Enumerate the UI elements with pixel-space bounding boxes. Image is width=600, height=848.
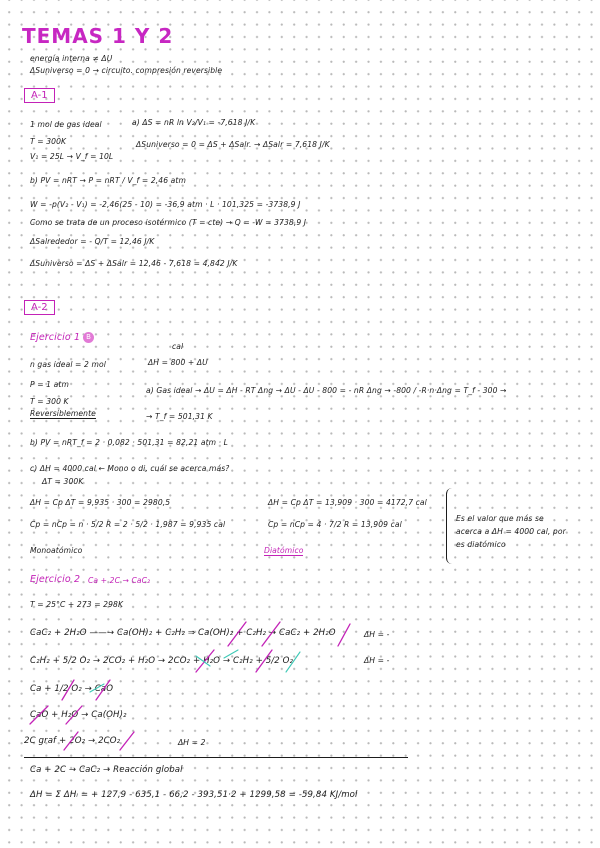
strike-mark: [228, 622, 246, 646]
page-title: TEMAS 1 Y 2: [22, 24, 174, 48]
a2-c-line: c) ΔH = 4000 cal ← Mono o di, cuál se acerca más?: [30, 464, 230, 473]
strike-mark: [196, 650, 214, 672]
strike-mark: [96, 680, 110, 700]
reaction-1-enthalpy: ΔH = -: [364, 630, 390, 639]
a1-data-mol: 1 mol de gas ideal: [30, 120, 102, 129]
reaction-2: C₂H₂ + 5/2 O₂ → 2CO₂ + H₂O → 2CO₂ + H₂O → C₂H₂ + 5/2 O₂: [30, 656, 294, 666]
strike-mark: [66, 706, 82, 724]
reaction-4: CaO + H₂O → Ca(OH)₂: [30, 710, 127, 720]
a2-a-line: a) Gas ideal → ΔU = ΔH - RT Δng → ΔU - ΔU - 800 = - nR Δng → -800 / -R·n·Δng = T_f - 300 →: [146, 386, 507, 395]
cal-note: cal: [172, 342, 184, 351]
final-enthalpy: ΔH = Σ ΔHᵢ = + 127,9 - 635,1 - 66,2 - 393,51·2 + 1299,58 = -59,84 KJ/mol: [30, 790, 358, 800]
di-cp: Cp = nCp = 4 · 7/2 R = 13,909 cal: [268, 520, 402, 529]
a2-a-result: → T_f = 501,31 K: [146, 412, 213, 421]
reaction-5-enthalpy: ΔH = 2: [178, 738, 206, 747]
reaction-2-enthalpy: ΔH = -: [364, 656, 390, 665]
a2-c-delta-t: ΔT = 300K: [42, 477, 84, 486]
intro-line-2: ΔSuniverso = 0 → circuito. compresión reversible: [30, 66, 223, 75]
mono-cp: Cp = nCp = n · 5/2 R = 2 · 5/2 · 1,987 = 9,935 cal: [30, 520, 226, 529]
mono-label: Monoatómico: [30, 546, 83, 555]
a1-a-line-2: ΔSuniverso = 0 = ΔS + ΔSalr. → ΔSalr = 7,618 J/K: [136, 140, 330, 149]
a1-a-line-1: a) ΔS = nR ln V₂/V₁ = -7,618 J/K: [132, 118, 256, 127]
a2-data-reversible: Reversiblemente: [30, 409, 96, 418]
di-enthalpy: ΔH = Cp ΔT = 13,909 · 300 = 4172,7 cal: [268, 498, 427, 507]
strike-mark: [286, 652, 300, 672]
strike-mark: [224, 650, 238, 658]
strike-mark: [64, 732, 78, 750]
a1-work-line: W = -p(V₂ - V₁) = -2,46(25 - 10) = -36,9 atm · L · 101,325 = -3738,9 J: [30, 200, 301, 209]
di-label: Diatómico: [264, 546, 304, 555]
intro-line-1: energía interna ≠ ΔU: [30, 54, 113, 63]
a1-data-temp: T = 300K: [30, 137, 67, 146]
reaction-5: 2C graf + 2O₂ → 2CO₂: [24, 736, 121, 746]
a2-b-line: b) PV = nRT_f = 2 · 0,082 · 501,31 = 82,21 atm · L: [30, 438, 229, 447]
a2-data-enthalpy: ΔH = 800 + ΔU: [148, 358, 208, 367]
a2-data-temp: T = 300 K: [30, 397, 69, 406]
reaction-3: Ca + 1/2 O₂ → CaO: [30, 684, 114, 694]
section-a2-label: A-2: [24, 300, 55, 315]
strike-mark: [262, 622, 280, 646]
a1-heat-line: Como se trata de un proceso isotérmico (T = cte) → Q = -W = 3738,9 J: [30, 218, 307, 227]
a1-b-line: b) PV = nRT → P = nRT / V_f = 2,46 atm: [30, 176, 186, 185]
strike-mark: [62, 680, 74, 700]
strike-mark: [338, 624, 350, 646]
ex2-temperature: T = 25°C + 273 = 298K: [30, 600, 124, 609]
a2-data-mol: n gas ideal = 2 mol: [30, 360, 106, 369]
note-line-2: acerca a ΔH = 4000 cal, por: [456, 527, 566, 536]
strike-mark: [256, 650, 272, 672]
mono-enthalpy: ΔH = Cp ΔT = 9,935 · 300 = 2980,5: [30, 498, 171, 507]
note-line-3: es diatómico: [456, 540, 506, 549]
reaction-1: CaC₂ + 2H₂O ——→ Ca(OH)₂ + C₂H₂ ⇒ Ca(OH)₂ + C₂H₂ → CaC₂ + 2H₂O: [30, 628, 336, 638]
a1-entropy-universe: ΔSuniverso = ΔS + ΔSalr = 12,46 - 7,618 = 4,842 J/K: [30, 259, 238, 268]
global-reaction: Ca + 2C → CaC₂ → Reacción global: [30, 765, 183, 775]
a2-data-pressure: P = 1 atm: [30, 380, 69, 389]
a1-entropy-surroundings: ΔSalrededor = - Q/T = 12,46 J/K: [30, 237, 155, 246]
section-a1-label: A-1: [24, 88, 55, 103]
exercise-2-label: Ejercicio 2: [30, 574, 81, 585]
exercise-2-equation: Ca + 2C → CaC₂: [88, 576, 151, 585]
strike-mark: [120, 732, 134, 750]
strike-mark: [30, 706, 48, 724]
exercise-1-label: Ejercicio 1: [30, 332, 81, 343]
note-line-1: Es el valor que más se: [456, 514, 544, 523]
a1-data-volume: V₁ = 25L → V_f = 10L: [30, 152, 114, 161]
badge-b-icon: B: [83, 332, 94, 343]
